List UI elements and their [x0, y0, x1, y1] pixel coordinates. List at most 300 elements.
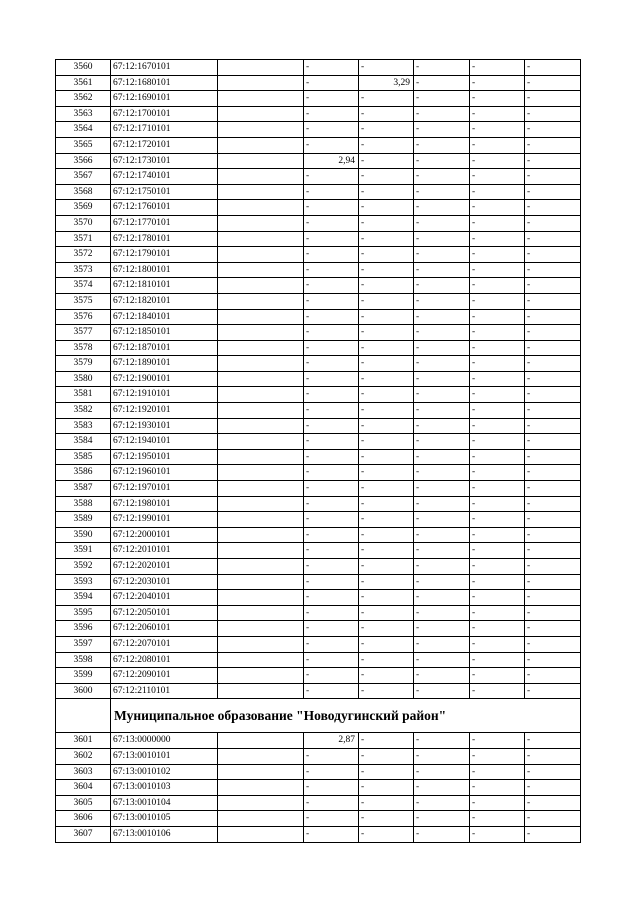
value-cell: -: [304, 247, 359, 263]
value-cell: -: [525, 371, 581, 387]
cadastral-code-cell: 67:12:2040101: [111, 590, 218, 606]
value-cell: -: [304, 309, 359, 325]
value-cell: -: [525, 325, 581, 341]
value-cell: -: [525, 247, 581, 263]
row-number-cell: 3590: [56, 527, 111, 543]
value-cell: -: [414, 668, 470, 684]
value-cell: -: [414, 496, 470, 512]
value-cell: -: [414, 449, 470, 465]
table-row: [56, 215, 581, 231]
cadastral-code-cell: 67:12:2010101: [111, 543, 218, 559]
table-row: [56, 465, 581, 481]
cadastral-code-cell: 67:12:1920101: [111, 403, 218, 419]
table-row: [56, 621, 581, 637]
value-cell: -: [525, 481, 581, 497]
value-cell: -: [470, 434, 525, 450]
value-cell: -: [414, 403, 470, 419]
value-cell: -: [414, 795, 470, 811]
value-cell: -: [414, 215, 470, 231]
cadastral-code-cell: 67:12:1690101: [111, 91, 218, 107]
value-cell: -: [525, 780, 581, 796]
table-row: [56, 434, 581, 450]
value-cell: -: [359, 200, 414, 216]
empty-cell: [218, 60, 304, 76]
value-cell: -: [304, 764, 359, 780]
value-cell: -: [359, 795, 414, 811]
row-number-cell: 3582: [56, 403, 111, 419]
table-row: [56, 811, 581, 827]
value-cell: -: [470, 826, 525, 842]
value-cell: -: [359, 122, 414, 138]
value-cell: -: [525, 418, 581, 434]
value-cell: -: [304, 621, 359, 637]
empty-cell: [218, 403, 304, 419]
value-cell: -: [470, 795, 525, 811]
value-cell: -: [470, 106, 525, 122]
cadastral-code-cell: 67:12:1720101: [111, 137, 218, 153]
cadastral-code-cell: 67:12:1890101: [111, 356, 218, 372]
table-body-bottom: [56, 733, 581, 842]
table-row: [56, 309, 581, 325]
row-number-cell: 3570: [56, 215, 111, 231]
value-cell: -: [470, 169, 525, 185]
empty-cell: [218, 371, 304, 387]
row-number-cell: 3588: [56, 496, 111, 512]
table-row: [56, 795, 581, 811]
table-row: [56, 169, 581, 185]
cadastral-code-cell: 67:12:2000101: [111, 527, 218, 543]
row-number-cell: 3563: [56, 106, 111, 122]
value-cell: -: [470, 340, 525, 356]
value-cell: -: [470, 780, 525, 796]
value-cell: -: [414, 465, 470, 481]
value-cell: -: [304, 325, 359, 341]
value-cell: -: [414, 780, 470, 796]
table-row: [56, 293, 581, 309]
cadastral-code-cell: 67:13:0010105: [111, 811, 218, 827]
empty-cell: [218, 309, 304, 325]
table-row: [56, 371, 581, 387]
value-cell: -: [525, 91, 581, 107]
empty-cell: [218, 652, 304, 668]
row-number-cell: 3580: [56, 371, 111, 387]
value-cell: -: [359, 60, 414, 76]
cadastral-code-cell: 67:12:2060101: [111, 621, 218, 637]
value-cell: -: [414, 652, 470, 668]
row-number-cell: 3577: [56, 325, 111, 341]
table-row: [56, 153, 581, 169]
empty-cell: [218, 91, 304, 107]
value-cell: -: [359, 733, 414, 749]
value-cell: -: [359, 403, 414, 419]
value-cell: -: [359, 106, 414, 122]
value-cell: -: [414, 106, 470, 122]
value-cell: -: [359, 137, 414, 153]
table-row: [56, 356, 581, 372]
value-cell: -: [414, 559, 470, 575]
row-number-cell: 3578: [56, 340, 111, 356]
value-cell: -: [414, 543, 470, 559]
empty-cell: [218, 215, 304, 231]
value-cell: -: [525, 826, 581, 842]
cadastral-code-cell: 67:12:1980101: [111, 496, 218, 512]
table-body-section: [56, 699, 581, 733]
cadastral-code-cell: 67:12:1840101: [111, 309, 218, 325]
row-number-cell: 3601: [56, 733, 111, 749]
empty-cell: [218, 262, 304, 278]
value-cell: -: [525, 137, 581, 153]
section-header-row: [56, 699, 581, 733]
value-cell: -: [304, 403, 359, 419]
value-cell: -: [304, 75, 359, 91]
empty-cell: [218, 780, 304, 796]
empty-cell: [218, 559, 304, 575]
value-cell: -: [525, 636, 581, 652]
row-number-cell: 3565: [56, 137, 111, 153]
cadastral-code-cell: 67:12:1850101: [111, 325, 218, 341]
empty-cell: [218, 356, 304, 372]
value-cell: -: [525, 748, 581, 764]
row-number-cell: 3562: [56, 91, 111, 107]
empty-cell: [218, 449, 304, 465]
value-cell: -: [304, 527, 359, 543]
value-cell: -: [414, 636, 470, 652]
cadastral-code-cell: 67:13:0010103: [111, 780, 218, 796]
cadastral-code-cell: 67:12:2070101: [111, 636, 218, 652]
empty-cell: [218, 795, 304, 811]
value-cell: -: [525, 200, 581, 216]
table-row: [56, 496, 581, 512]
value-cell: -: [414, 387, 470, 403]
value-cell: -: [525, 434, 581, 450]
cadastral-code-cell: 67:12:1940101: [111, 434, 218, 450]
value-cell: -: [359, 309, 414, 325]
cadastral-code-cell: 67:12:2080101: [111, 652, 218, 668]
value-cell: -: [414, 137, 470, 153]
table-row: [56, 262, 581, 278]
row-number-cell: 3587: [56, 481, 111, 497]
value-cell: -: [470, 543, 525, 559]
value-cell: -: [470, 605, 525, 621]
row-number-cell: 3586: [56, 465, 111, 481]
table-row: [56, 652, 581, 668]
value-cell: -: [525, 764, 581, 780]
value-cell: -: [304, 215, 359, 231]
value-cell: -: [359, 340, 414, 356]
value-cell: -: [359, 184, 414, 200]
value-cell: -: [304, 481, 359, 497]
value-cell: -: [414, 764, 470, 780]
value-cell: -: [359, 169, 414, 185]
empty-cell: [218, 621, 304, 637]
value-cell: -: [470, 764, 525, 780]
value-cell: -: [470, 293, 525, 309]
table-row: [56, 559, 581, 575]
value-cell: -: [525, 106, 581, 122]
value-cell: -: [359, 278, 414, 294]
value-cell: -: [359, 215, 414, 231]
table-row: [56, 574, 581, 590]
table-row: [56, 527, 581, 543]
value-cell: -: [304, 60, 359, 76]
empty-cell: [218, 826, 304, 842]
table-row: [56, 122, 581, 138]
value-cell: -: [414, 434, 470, 450]
table-row: [56, 340, 581, 356]
row-number-cell: 3605: [56, 795, 111, 811]
empty-cell: [218, 231, 304, 247]
row-number-cell: 3598: [56, 652, 111, 668]
value-cell: -: [304, 169, 359, 185]
value-cell: -: [470, 636, 525, 652]
cadastral-code-cell: 67:12:1810101: [111, 278, 218, 294]
value-cell: -: [525, 465, 581, 481]
table-row: [56, 403, 581, 419]
value-cell: -: [470, 403, 525, 419]
value-cell: -: [359, 748, 414, 764]
value-cell: -: [359, 247, 414, 263]
row-number-cell: 3569: [56, 200, 111, 216]
empty-cell: [218, 668, 304, 684]
value-cell: -: [414, 605, 470, 621]
value-cell: -: [470, 309, 525, 325]
value-cell: 3,29: [359, 75, 414, 91]
empty-cell: [218, 340, 304, 356]
value-cell: -: [359, 652, 414, 668]
value-cell: -: [359, 683, 414, 699]
value-cell: -: [359, 387, 414, 403]
value-cell: -: [304, 387, 359, 403]
value-cell: -: [525, 403, 581, 419]
table-row: [56, 91, 581, 107]
value-cell: -: [470, 574, 525, 590]
row-number-cell: 3566: [56, 153, 111, 169]
row-number-cell: 3594: [56, 590, 111, 606]
value-cell: -: [304, 590, 359, 606]
table-row: [56, 325, 581, 341]
empty-cell: [218, 748, 304, 764]
value-cell: -: [359, 826, 414, 842]
value-cell: -: [470, 371, 525, 387]
value-cell: -: [414, 153, 470, 169]
value-cell: -: [525, 309, 581, 325]
value-cell: -: [525, 496, 581, 512]
cadastral-code-cell: 67:12:1700101: [111, 106, 218, 122]
table-row: [56, 278, 581, 294]
value-cell: -: [470, 60, 525, 76]
value-cell: -: [304, 465, 359, 481]
cadastral-code-cell: 67:12:1950101: [111, 449, 218, 465]
section-header-empty-cell: [56, 699, 111, 733]
value-cell: -: [304, 668, 359, 684]
value-cell: -: [304, 137, 359, 153]
value-cell: -: [414, 590, 470, 606]
value-cell: -: [470, 325, 525, 341]
value-cell: -: [470, 481, 525, 497]
row-number-cell: 3581: [56, 387, 111, 403]
value-cell: -: [414, 340, 470, 356]
empty-cell: [218, 481, 304, 497]
value-cell: -: [414, 309, 470, 325]
value-cell: -: [525, 75, 581, 91]
value-cell: -: [470, 512, 525, 528]
empty-cell: [218, 184, 304, 200]
value-cell: -: [304, 122, 359, 138]
value-cell: -: [414, 826, 470, 842]
table-row: [56, 60, 581, 76]
value-cell: -: [359, 293, 414, 309]
value-cell: -: [525, 795, 581, 811]
value-cell: -: [359, 668, 414, 684]
value-cell: -: [359, 496, 414, 512]
value-cell: -: [525, 683, 581, 699]
value-cell: -: [304, 449, 359, 465]
value-cell: -: [470, 559, 525, 575]
value-cell: -: [304, 636, 359, 652]
value-cell: -: [414, 91, 470, 107]
value-cell: -: [470, 748, 525, 764]
value-cell: -: [470, 683, 525, 699]
value-cell: -: [414, 231, 470, 247]
cadastral-code-cell: 67:12:1740101: [111, 169, 218, 185]
value-cell: -: [359, 153, 414, 169]
value-cell: -: [525, 449, 581, 465]
value-cell: -: [470, 496, 525, 512]
empty-cell: [218, 605, 304, 621]
table-row: [56, 481, 581, 497]
table-row: [56, 543, 581, 559]
cadastral-code-cell: 67:12:1870101: [111, 340, 218, 356]
value-cell: -: [304, 434, 359, 450]
value-cell: -: [470, 590, 525, 606]
value-cell: -: [525, 153, 581, 169]
row-number-cell: 3595: [56, 605, 111, 621]
value-cell: -: [304, 278, 359, 294]
row-number-cell: 3564: [56, 122, 111, 138]
table-row: [56, 247, 581, 263]
value-cell: -: [304, 605, 359, 621]
table-row: [56, 748, 581, 764]
value-cell: -: [470, 356, 525, 372]
row-number-cell: 3592: [56, 559, 111, 575]
empty-cell: [218, 496, 304, 512]
cadastral-code-cell: 67:12:2050101: [111, 605, 218, 621]
table-row: [56, 683, 581, 699]
value-cell: -: [525, 559, 581, 575]
value-cell: -: [359, 559, 414, 575]
row-number-cell: 3576: [56, 309, 111, 325]
value-cell: -: [359, 356, 414, 372]
cadastral-code-cell: 67:12:1770101: [111, 215, 218, 231]
value-cell: -: [525, 122, 581, 138]
value-cell: -: [304, 262, 359, 278]
value-cell: -: [470, 262, 525, 278]
empty-cell: [218, 543, 304, 559]
table-row: [56, 780, 581, 796]
value-cell: -: [525, 512, 581, 528]
empty-cell: [218, 683, 304, 699]
value-cell: -: [414, 527, 470, 543]
empty-cell: [218, 122, 304, 138]
table-row: [56, 106, 581, 122]
row-number-cell: 3599: [56, 668, 111, 684]
value-cell: -: [470, 200, 525, 216]
value-cell: -: [414, 75, 470, 91]
empty-cell: [218, 169, 304, 185]
table-row: [56, 387, 581, 403]
value-cell: -: [525, 278, 581, 294]
row-number-cell: 3561: [56, 75, 111, 91]
empty-cell: [218, 764, 304, 780]
value-cell: -: [414, 683, 470, 699]
value-cell: -: [470, 668, 525, 684]
value-cell: -: [525, 621, 581, 637]
value-cell: -: [359, 465, 414, 481]
value-cell: -: [304, 574, 359, 590]
value-cell: -: [525, 605, 581, 621]
value-cell: -: [414, 60, 470, 76]
row-number-cell: 3600: [56, 683, 111, 699]
value-cell: -: [525, 543, 581, 559]
value-cell: -: [470, 91, 525, 107]
value-cell: -: [470, 527, 525, 543]
cadastral-code-cell: 67:12:1930101: [111, 418, 218, 434]
value-cell: -: [359, 231, 414, 247]
empty-cell: [218, 590, 304, 606]
value-cell: -: [470, 449, 525, 465]
value-cell: -: [304, 826, 359, 842]
value-cell: -: [304, 512, 359, 528]
row-number-cell: 3602: [56, 748, 111, 764]
value-cell: -: [304, 811, 359, 827]
cadastral-code-cell: 67:12:1820101: [111, 293, 218, 309]
row-number-cell: 3596: [56, 621, 111, 637]
row-number-cell: 3574: [56, 278, 111, 294]
table-row: [56, 449, 581, 465]
table-row: [56, 137, 581, 153]
value-cell: -: [359, 512, 414, 528]
value-cell: -: [470, 75, 525, 91]
value-cell: -: [525, 387, 581, 403]
value-cell: -: [304, 795, 359, 811]
empty-cell: [218, 75, 304, 91]
table-row: [56, 636, 581, 652]
cadastral-code-cell: 67:12:1750101: [111, 184, 218, 200]
cadastral-code-cell: 67:12:1800101: [111, 262, 218, 278]
row-number-cell: 3585: [56, 449, 111, 465]
row-number-cell: 3560: [56, 60, 111, 76]
value-cell: 2,87: [304, 733, 359, 749]
table-row: [56, 200, 581, 216]
value-cell: -: [525, 60, 581, 76]
value-cell: -: [304, 780, 359, 796]
value-cell: -: [359, 449, 414, 465]
value-cell: -: [359, 811, 414, 827]
cadastral-code-cell: 67:13:0010101: [111, 748, 218, 764]
value-cell: -: [414, 169, 470, 185]
cadastral-code-cell: 67:12:1780101: [111, 231, 218, 247]
value-cell: -: [470, 215, 525, 231]
value-cell: -: [414, 122, 470, 138]
value-cell: -: [414, 262, 470, 278]
row-number-cell: 3575: [56, 293, 111, 309]
value-cell: -: [414, 278, 470, 294]
value-cell: -: [414, 247, 470, 263]
row-number-cell: 3573: [56, 262, 111, 278]
empty-cell: [218, 387, 304, 403]
value-cell: -: [304, 91, 359, 107]
value-cell: -: [359, 371, 414, 387]
